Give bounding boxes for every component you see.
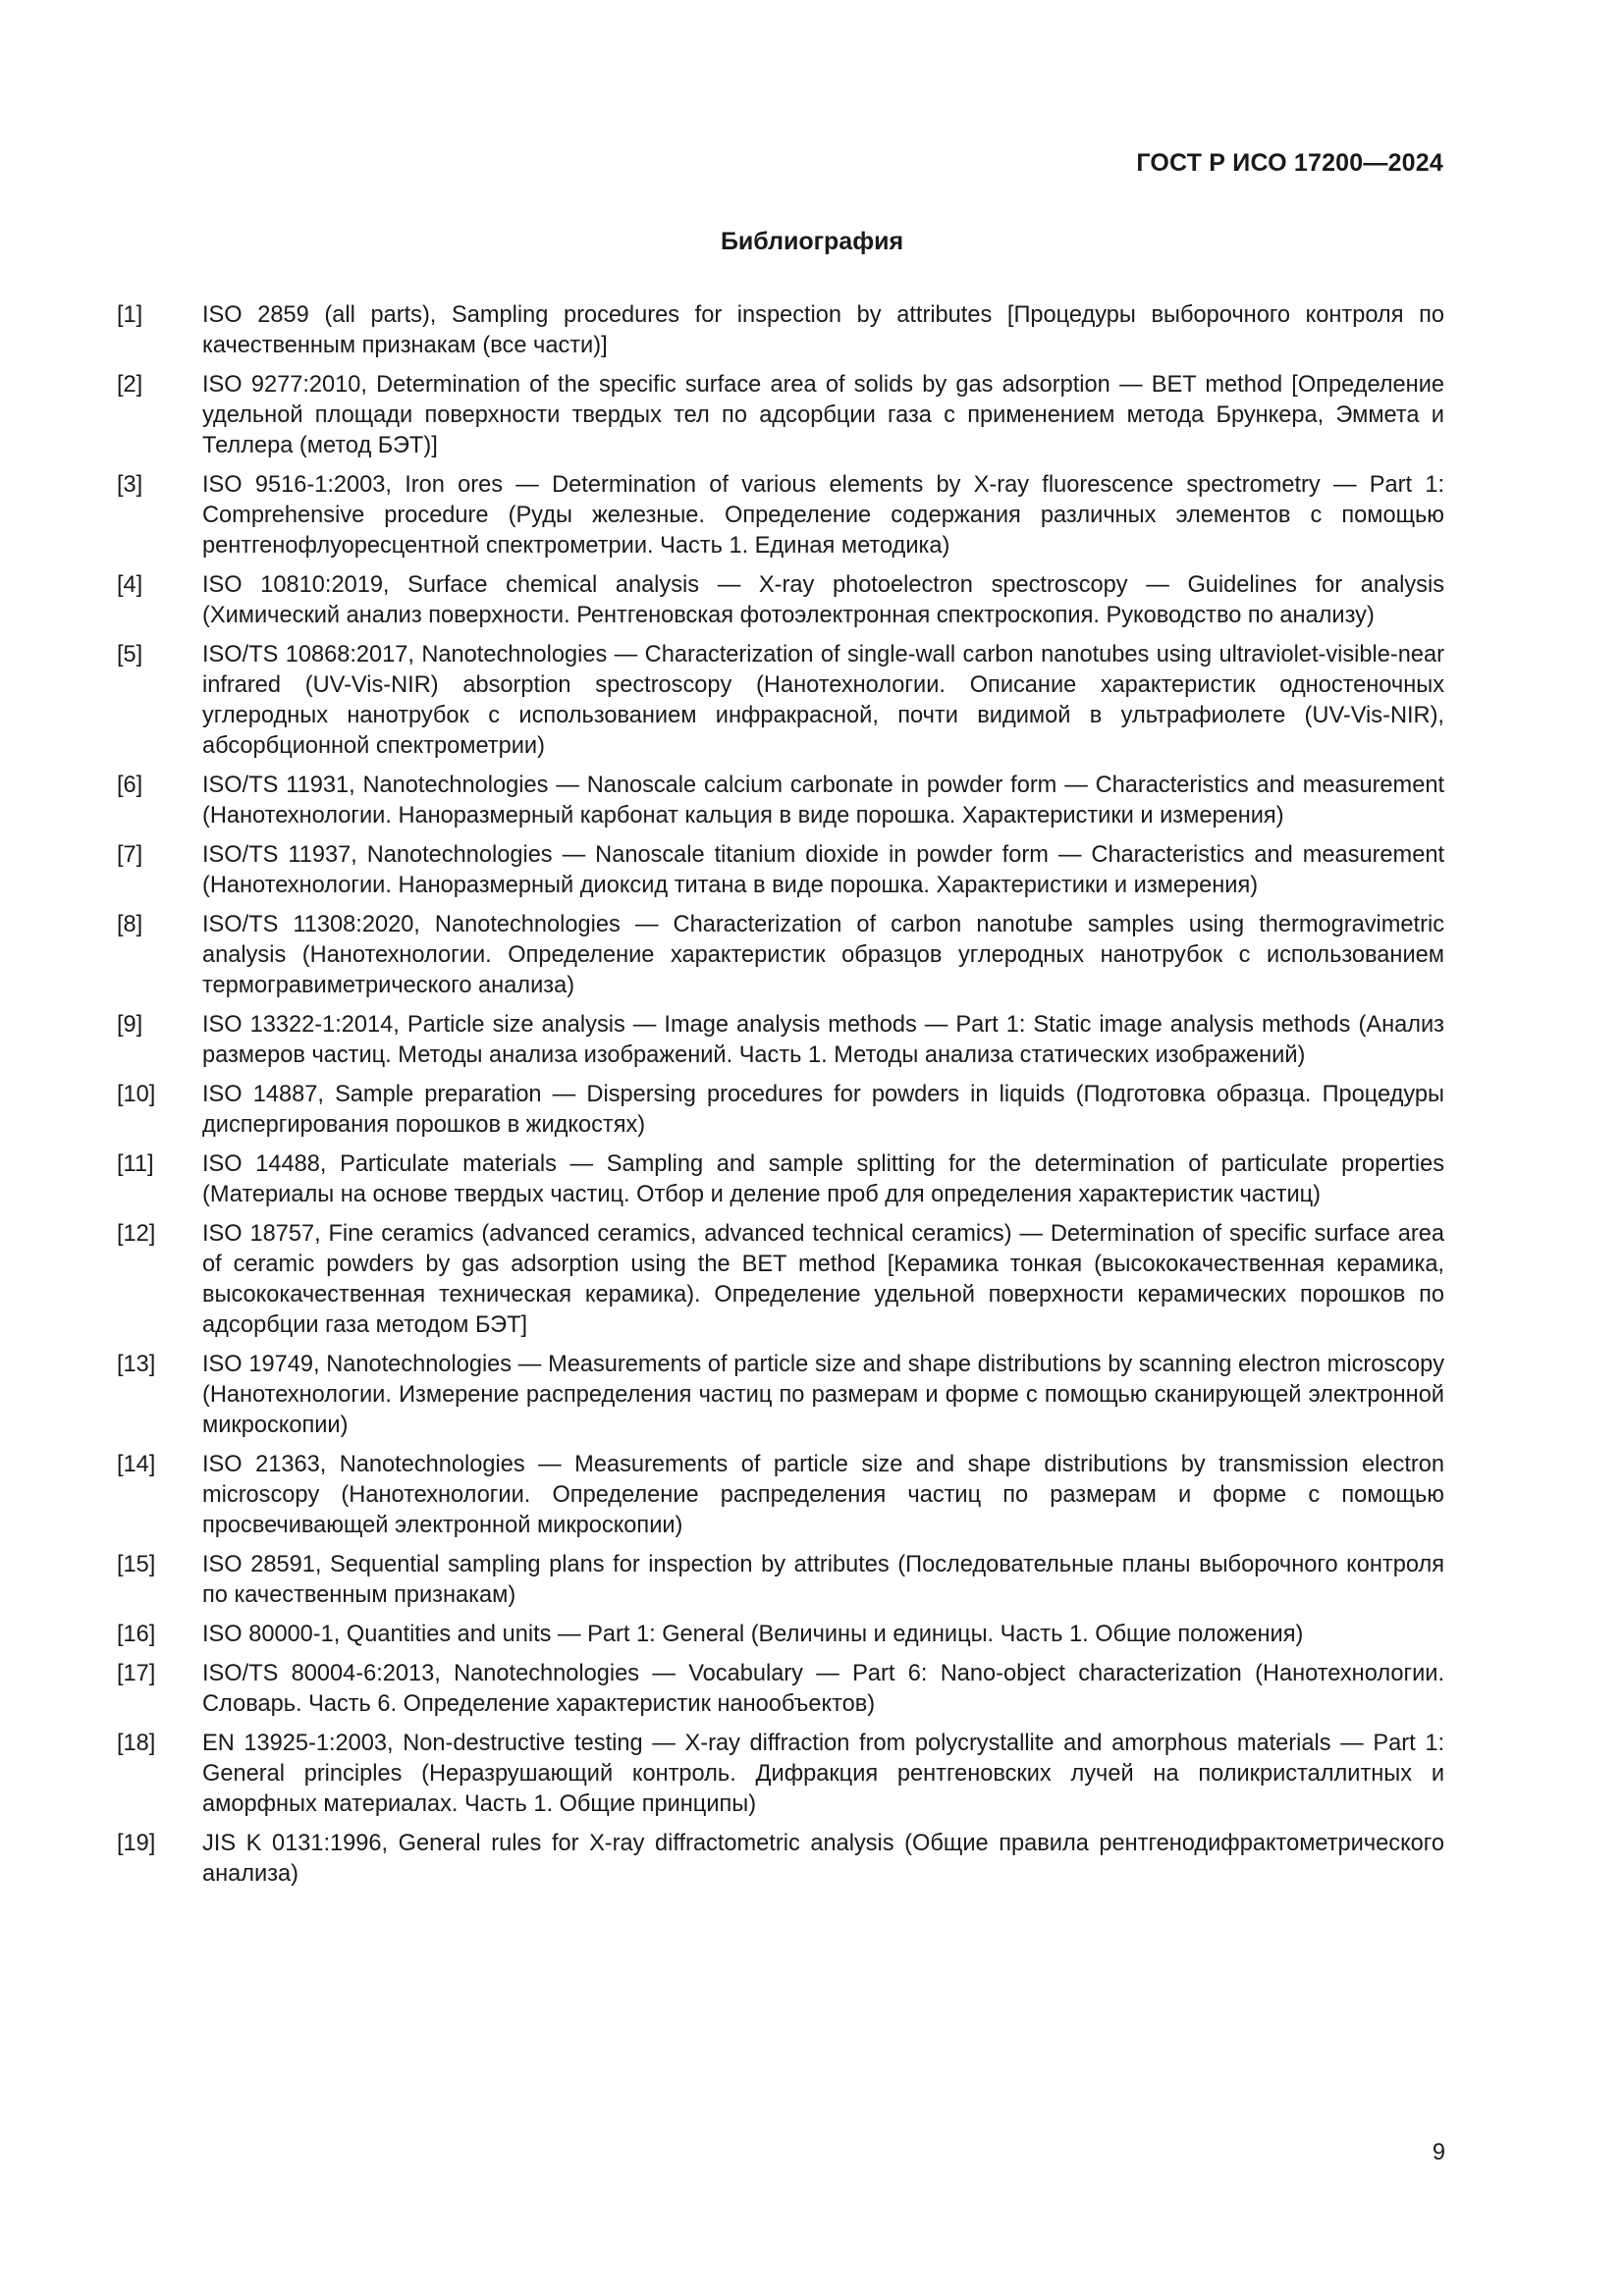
entry-number: [5] (117, 642, 143, 667)
entry-text: ISO 21363, Nanotechnologies — Measurements of particle size and shape distributions by transmission electron microscopy (Нанотехнологии. Определение распределения частиц по размерам и форме с помощью просвечивающей электронной микроскопии) (202, 1452, 1444, 1538)
entry-text: ISO 2859 (all parts), Sampling procedures for inspection by attributes [Процедуры выборочного контроля по качественным признакам (все части)] (202, 302, 1444, 358)
bibliography-entry (117, 300, 1444, 361)
bibliography-entry (117, 1010, 1444, 1071)
entry-text: ISO 14488, Particulate materials — Sampling and sample splitting for the determination of particulate properties (Материалы на основе твердых частиц. Отбор и деление проб для определения характеристик частиц) (202, 1151, 1444, 1207)
entry-number: [2] (117, 372, 143, 398)
entry-number: [13] (117, 1352, 156, 1377)
entry-number: [19] (117, 1831, 156, 1856)
entry-number: [15] (117, 1552, 156, 1577)
entry-number: [14] (117, 1452, 156, 1477)
standard-designation: ГОСТ Р ИСО 17200—2024 (1136, 149, 1443, 177)
entry-text: ISO 28591, Sequential sampling plans for inspection by attributes (Последовательные планы выборочного контроля по качественным признакам) (202, 1552, 1444, 1608)
bibliography-entry (117, 771, 1444, 831)
entry-text: ISO 10810:2019, Surface chemical analysis — X-ray photoelectron spectroscopy — Guidelines for analysis (Химический анализ поверхности. Рентгеновская фотоэлектронная спектроскопия. Руководство по анализу) (202, 572, 1444, 628)
bibliography-entry (117, 570, 1444, 631)
entry-text: ISO 13322-1:2014, Particle size analysis — Image analysis methods — Part 1: Static image analysis methods (Анализ размеров частиц. Методы анализа изображений. Часть 1. Методы анализа статических изображений) (202, 1012, 1444, 1068)
entry-text: ISO 14887, Sample preparation — Dispersing procedures for powders in liquids (Подготовка образца. Процедуры диспергирования порошков в жидкостях) (202, 1082, 1444, 1138)
entry-number: [1] (117, 302, 143, 328)
entry-text: ISO 18757, Fine ceramics (advanced ceramics, advanced technical ceramics) — Determination of specific surface area of ceramic powders by gas adsorption using the BET method [Керамика тонкая (высококачественная керамика, высококачественная техническая керамика). Определение удельной поверхности керамических порошков по адсорбции газа методом БЭТ] (202, 1221, 1444, 1338)
bibliography-entry (117, 470, 1444, 561)
entry-number: [7] (117, 842, 143, 868)
entry-text: ISO 9277:2010, Determination of the specific surface area of solids by gas adsorption — BET method [Определение удельной площади поверхности твердых тел по адсорбции газа с применением метода Брункера, Эммета и Теллера (метод БЭТ)] (202, 372, 1444, 458)
bibliography-entry (117, 1620, 1444, 1650)
entry-number: [6] (117, 773, 143, 798)
bibliography-entry (117, 1450, 1444, 1541)
bibliography-entry (117, 370, 1444, 461)
bibliography-list (117, 300, 1444, 1898)
entry-text: ISO/TS 10868:2017, Nanotechnologies — Characterization of single-wall carbon nanotubes using ultraviolet-visible-near infrared (UV-Vis-NIR) absorption spectroscopy (Нанотехнологии. Описание характеристик одностеночных углеродных нанотрубок с использованием инфракрасной, почти видимой в ультрафиолете (UV-Vis-NIR), абсорбционной спектрометрии) (202, 642, 1444, 759)
bibliography-entry (117, 1080, 1444, 1141)
entry-number: [9] (117, 1012, 143, 1038)
bibliography-entry (117, 910, 1444, 1001)
entry-number: [8] (117, 912, 143, 937)
entry-text: JIS K 0131:1996, General rules for X-ray diffractometric analysis (Общие правила рентгенодифрактометрического анализа) (202, 1831, 1444, 1887)
entry-number: [10] (117, 1082, 156, 1107)
entry-number: [3] (117, 472, 143, 498)
bibliography-entry (117, 1729, 1444, 1820)
bibliography-title: Библиография (720, 228, 904, 255)
bibliography-entry (117, 640, 1444, 762)
bibliography-entry (117, 840, 1444, 901)
bibliography-entry (117, 1149, 1444, 1210)
entry-text: ISO 19749, Nanotechnologies — Measurements of particle size and shape distributions by scanning electron microscopy (Нанотехнологии. Измерение распределения частиц по размерам и форме с помощью сканирующей электронной микроскопии) (202, 1352, 1444, 1438)
bibliography-entry (117, 1829, 1444, 1890)
entry-number: [11] (117, 1151, 154, 1177)
bibliography-entry (117, 1550, 1444, 1611)
entry-text: ISO/TS 11931, Nanotechnologies — Nanoscale calcium carbonate in powder form — Characteristics and measurement (Нанотехнологии. Наноразмерный карбонат кальция в виде порошка. Характеристики и измерения) (202, 773, 1444, 828)
entry-number: [17] (117, 1661, 156, 1686)
bibliography-entry (117, 1350, 1444, 1441)
bibliography-entry (117, 1219, 1444, 1341)
entry-text: EN 13925-1:2003, Non-destructive testing — X-ray diffraction from polycrystallite and amorphous materials — Part 1: General principles (Неразрушающий контроль. Дифракция рентгеновских лучей на поликристаллитных и аморфных материалах. Часть 1. Общие принципы) (202, 1731, 1444, 1817)
entry-number: [4] (117, 572, 143, 598)
entry-text: ISO/TS 11937, Nanotechnologies — Nanoscale titanium dioxide in powder form — Characteristics and measurement (Нанотехнологии. Наноразмерный диоксид титана в виде порошка. Характеристики и измерения) (202, 842, 1444, 898)
entry-text: ISO/TS 11308:2020, Nanotechnologies — Characterization of carbon nanotube samples using thermogravimetric analysis (Нанотехнологии. Определение характеристик образцов углеродных нанотрубок с использованием термогравиметрического анализа) (202, 912, 1444, 998)
page-number: 9 (1432, 2140, 1445, 2165)
entry-text: ISO 80000-1, Quantities and units — Part 1: General (Величины и единицы. Часть 1. Общие положения) (202, 1622, 1304, 1647)
entry-number: [18] (117, 1731, 156, 1756)
bibliography-entry (117, 1659, 1444, 1720)
entry-number: [16] (117, 1622, 156, 1647)
entry-text: ISO/TS 80004-6:2013, Nanotechnologies — Vocabulary — Part 6: Nano-object characterization (Нанотехнологии. Словарь. Часть 6. Определение характеристик нанообъектов) (202, 1661, 1444, 1717)
entry-number: [12] (117, 1221, 156, 1247)
entry-text: ISO 9516-1:2003, Iron ores — Determination of various elements by X-ray fluorescence spectrometry — Part 1: Comprehensive procedure (Руды железные. Определение содержания различных элементов с помощью рентгенофлуоресцентной спектрометрии. Часть 1. Единая методика) (202, 472, 1444, 559)
